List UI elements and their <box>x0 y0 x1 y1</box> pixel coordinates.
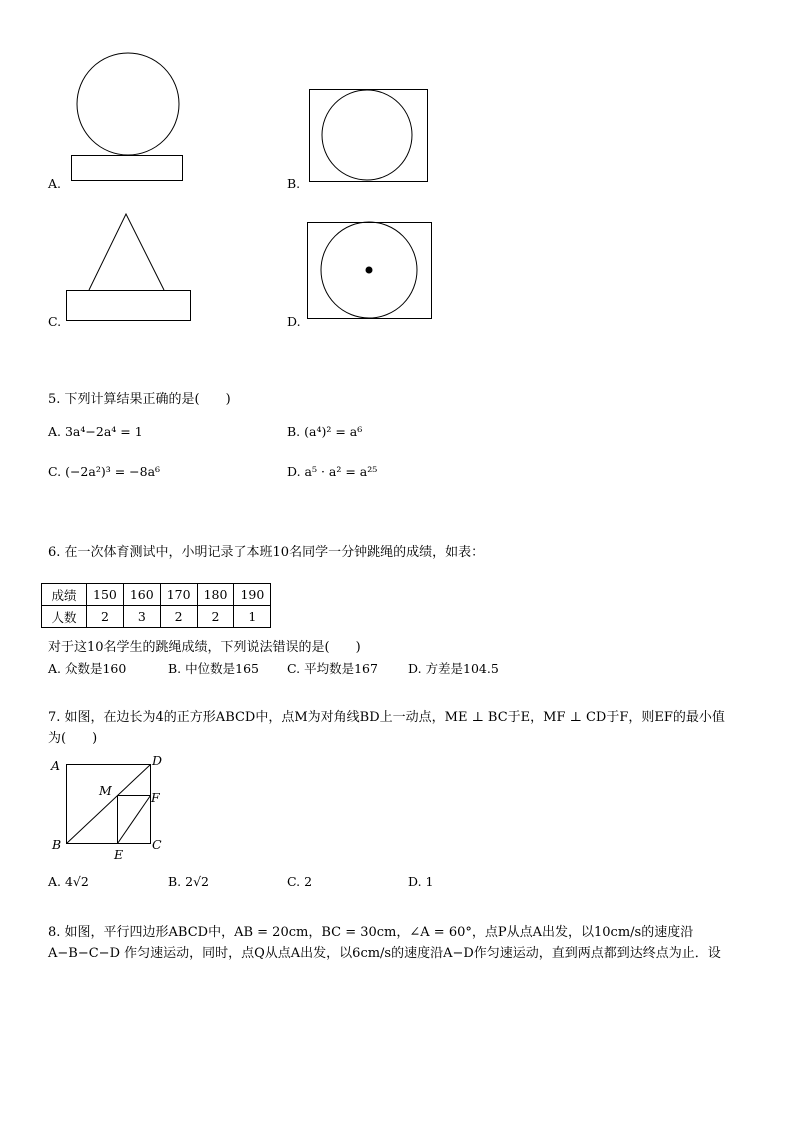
table-cell: 2 <box>160 606 197 628</box>
table-row <box>42 584 271 606</box>
vertex-d-label: D <box>152 753 163 768</box>
vertex-b-label: B <box>52 837 62 852</box>
table-cell: 1 <box>234 606 271 628</box>
table-cell: 2 <box>87 606 124 628</box>
figure-option-c <box>63 210 195 325</box>
option-d-label: D. <box>287 314 301 329</box>
q6-score-table <box>41 583 271 628</box>
q5-stem: 5. 下列计算结果正确的是( ) <box>48 392 231 407</box>
q7-option-c: C. 2 <box>287 874 313 889</box>
table-header-score: 成绩 <box>42 584 87 606</box>
vertex-c-label: C <box>152 837 162 852</box>
q6-stem: 6. 在一次体育测试中，小明记录了本班10名同学一分钟跳绳的成绩，如表： <box>48 545 485 560</box>
option-c-label: C. <box>48 314 62 329</box>
q6-question: 对于这10名学生的跳绳成绩，下列说法错误的是( ) <box>48 640 361 655</box>
figure-option-b <box>306 86 431 186</box>
q5-option-d: D. a⁵ · a² = a²⁵ <box>287 464 378 479</box>
q7-option-d: D. 1 <box>408 874 434 889</box>
q8-stem-line1: 8. 如图，平行四边形ABCD中，AB = 20cm，BC = 30cm，∠A = 60°，点P从点A出发，以10cm/s的速度沿 <box>48 925 694 940</box>
figure-option-d <box>304 219 436 323</box>
q5-option-c: C. (−2a²)³ = −8a⁶ <box>48 464 161 479</box>
table-cell: 150 <box>87 584 124 606</box>
q7-option-a: A. 4√2 <box>48 874 89 889</box>
q7-option-b: B. 2√2 <box>168 874 210 889</box>
q7-stem-line2: 为( ) <box>48 731 98 746</box>
q5-option-b: B. (a⁴)² = a⁶ <box>287 424 363 439</box>
q5-option-a: A. 3a⁴−2a⁴ = 1 <box>48 424 143 439</box>
point-m-label: M <box>99 783 112 798</box>
table-header-count: 人数 <box>42 606 87 628</box>
table-cell: 2 <box>197 606 234 628</box>
q6-option-a: A. 众数是160 <box>48 661 127 676</box>
point-e-label: E <box>114 847 124 862</box>
q6-option-b: B. 中位数是165 <box>168 661 259 676</box>
q6-option-d: D. 方差是104.5 <box>408 661 499 676</box>
table-cell: 170 <box>160 584 197 606</box>
table-cell: 3 <box>123 606 160 628</box>
table-row <box>42 606 271 628</box>
option-a-label: A. <box>48 176 62 191</box>
q7-square-diagram <box>48 752 168 864</box>
option-b-label: B. <box>287 176 301 191</box>
table-cell: 190 <box>234 584 271 606</box>
q6-option-c: C. 平均数是167 <box>287 661 378 676</box>
point-f-label: F <box>151 790 160 805</box>
figure-option-a <box>68 50 188 185</box>
q8-stem-line2: A−B−C−D 作匀速运动，同时，点Q从点A出发，以6cm/s的速度沿A−D作匀速运动，直到两点都到达终点为止．设 <box>48 946 721 961</box>
table-cell: 180 <box>197 584 234 606</box>
table-cell: 160 <box>123 584 160 606</box>
q7-stem-line1: 7. 如图，在边长为4的正方形ABCD中，点M为对角线BD上一动点，ME ⊥ BC于E，MF ⊥ CD于F，则EF的最小值 <box>48 710 725 725</box>
vertex-a-label: A <box>51 758 61 773</box>
